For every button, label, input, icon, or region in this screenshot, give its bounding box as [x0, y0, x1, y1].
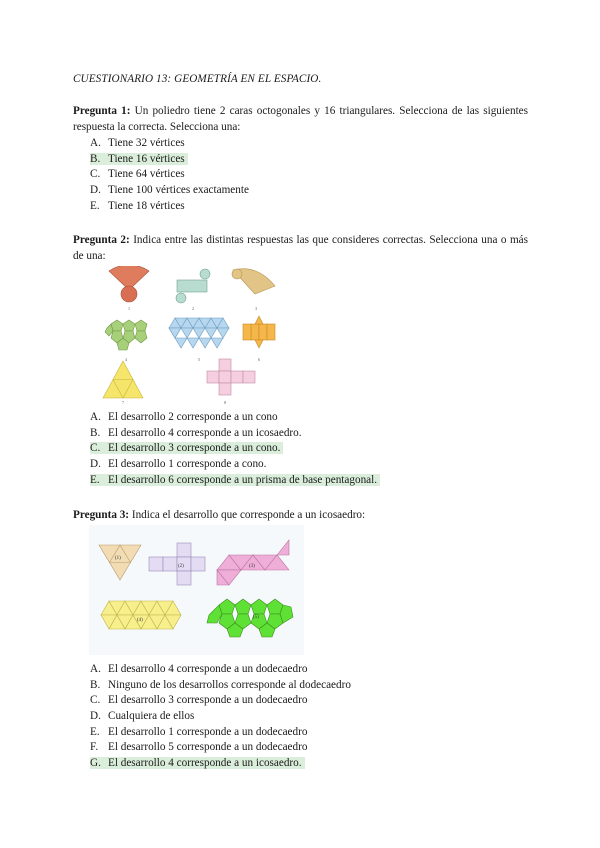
option-item[interactable]: [90, 709, 351, 725]
figure-label: (4): [137, 618, 143, 623]
option-text: Ninguno de los desarrollos corresponde al dodecaedro: [108, 678, 351, 691]
option-letter: C.: [90, 168, 101, 181]
option-text: El desarrollo 5 corresponde a un dodecaedro: [108, 741, 308, 754]
option-text: Tiene 100 vértices exactamente: [108, 184, 249, 197]
option-item[interactable]: [90, 756, 351, 772]
figure-number: 6: [258, 357, 260, 362]
figure-number: 7: [122, 400, 124, 405]
option-letter: B.: [90, 152, 101, 165]
figure-number: 4: [125, 357, 127, 362]
option-letter: B.: [90, 678, 101, 691]
net-2-cylinder: [176, 269, 210, 311]
option-item[interactable]: [90, 136, 249, 152]
option-item[interactable]: [90, 740, 351, 756]
figure-number: 1: [128, 306, 130, 311]
option-text: El desarrollo 1 corresponde a un dodecaedro: [108, 725, 308, 738]
figure-number: 8: [224, 400, 226, 405]
net-3-cone: [232, 269, 275, 311]
option-letter: D.: [90, 710, 101, 723]
option-text: Cualquiera de ellos: [108, 710, 195, 723]
option-item[interactable]: [90, 725, 351, 741]
option-item[interactable]: [90, 662, 351, 678]
figure-number: 2: [192, 306, 194, 311]
option-item[interactable]: [90, 441, 380, 457]
question-text: Un poliedro tiene 2 caras octogonales y 16 triangulares. Selecciona de las siguientes respuesta la correcta. Selecciona una:: [73, 105, 528, 133]
option-item[interactable]: [90, 183, 249, 199]
option-item[interactable]: [90, 410, 380, 426]
net-6-prism: [243, 316, 275, 362]
net-4: [101, 601, 181, 629]
option-item[interactable]: [90, 693, 351, 709]
option-letter: B.: [90, 426, 101, 439]
option-text: Tiene 18 vértices: [108, 199, 185, 212]
option-item[interactable]: [90, 473, 380, 489]
page-title: CUESTIONARIO 13: GEOMETRÍA EN EL ESPACIO.: [73, 73, 322, 85]
option-text: Tiene 16 vértices: [108, 152, 185, 165]
option-item[interactable]: [90, 167, 249, 183]
option-text: El desarrollo 2 corresponde a un cono: [108, 411, 278, 423]
option-item[interactable]: [90, 152, 249, 168]
option-letter: G.: [90, 757, 101, 770]
figure-label: (1): [115, 556, 121, 561]
figure-number: 5: [198, 357, 200, 362]
question-1: [73, 103, 528, 135]
question-text: Indica el desarrollo que corresponde a un icosaedro:: [131, 509, 366, 521]
net-1-cone: [109, 266, 149, 311]
option-letter: A.: [90, 137, 101, 149]
option-letter: D.: [90, 458, 101, 471]
option-item[interactable]: [90, 199, 249, 215]
figure-label: (2): [178, 564, 184, 569]
option-text: El desarrollo 4 corresponde a un dodecaedro: [108, 663, 308, 675]
nets-figure-q3: [89, 525, 304, 655]
option-letter: A.: [90, 663, 101, 675]
option-letter: C.: [90, 442, 101, 455]
option-text: El desarrollo 4 corresponde a un icosaedro.: [108, 757, 302, 770]
net-8-cube: [207, 359, 255, 405]
option-item[interactable]: [90, 678, 351, 694]
question-label: Pregunta 1:: [73, 105, 131, 117]
option-letter: A.: [90, 411, 101, 423]
question-2-options: [90, 410, 380, 488]
question-label: Pregunta 2:: [73, 234, 130, 246]
question-3: [73, 507, 528, 523]
option-item[interactable]: [90, 457, 380, 473]
question-3-options: [90, 662, 351, 772]
option-letter: C.: [90, 694, 101, 707]
net-5-icosahedron: [169, 318, 229, 362]
net-7-tetrahedron: [103, 361, 143, 405]
option-letter: F.: [90, 741, 99, 754]
option-text: El desarrollo 4 corresponde a un icosaedro.: [108, 426, 302, 439]
question-label: Pregunta 3:: [73, 509, 130, 521]
option-text: El desarrollo 6 corresponde a un prisma de base pentagonal.: [108, 473, 378, 486]
option-text: El desarrollo 3 corresponde a un cono.: [108, 442, 281, 455]
figure-number: 3: [255, 306, 257, 311]
option-letter: E.: [90, 199, 100, 212]
figure-label: (3): [249, 564, 255, 569]
option-text: Tiene 32 vértices: [108, 137, 185, 149]
net-4-dodecahedron: [105, 320, 147, 362]
option-item[interactable]: [90, 426, 380, 442]
option-text: Tiene 64 vértices: [108, 168, 185, 181]
option-text: El desarrollo 3 corresponde a un dodecaedro: [108, 694, 308, 707]
question-2: [73, 232, 528, 264]
question-1-options: [90, 136, 249, 214]
question-text: Indica entre las distintas respuestas las que consideres correctas. Selecciona una o más de una:: [73, 234, 528, 262]
option-letter: E.: [90, 473, 100, 486]
option-letter: D.: [90, 184, 101, 197]
figure-label: (5): [253, 615, 259, 620]
option-text: El desarrollo 1 corresponde a cono.: [108, 458, 267, 471]
nets-figure-q2: [95, 266, 295, 406]
option-letter: E.: [90, 725, 100, 738]
